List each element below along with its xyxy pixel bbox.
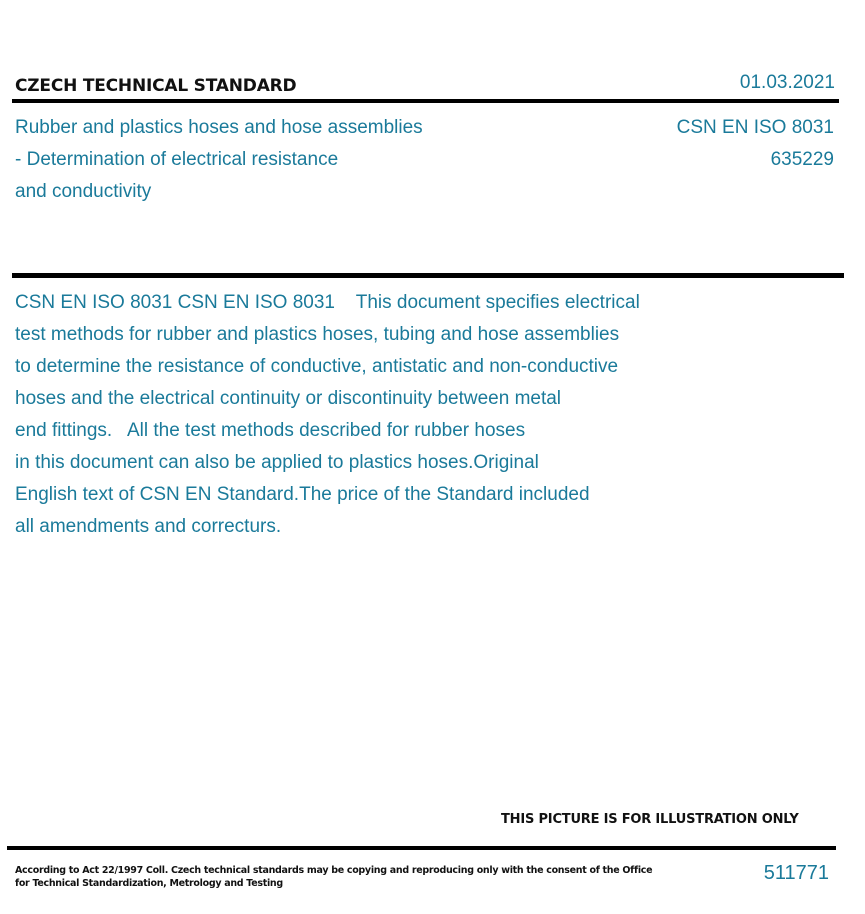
footer-divider — [7, 846, 836, 850]
catalog-number: 635229 — [770, 149, 834, 170]
standard-type-label: CZECH TECHNICAL STANDARD — [15, 76, 297, 96]
abstract-line: end fittings. All the test methods described for rubber hoses — [15, 420, 526, 441]
abstract-line: English text of CSN EN Standard.The price of the Standard included — [15, 484, 590, 505]
illustration-disclaimer: THIS PICTURE IS FOR ILLUSTRATION ONLY — [501, 812, 799, 827]
header-divider — [12, 99, 839, 103]
abstract-line: CSN EN ISO 8031 CSN EN ISO 8031 This document specifies electrical — [15, 292, 640, 313]
abstract-line: to determine the resistance of conductive, antistatic and non-conductive — [15, 356, 619, 377]
document-number: 511771 — [763, 862, 829, 884]
title-line-2: - Determination of electrical resistance — [15, 149, 339, 170]
abstract-line: in this document can also be applied to plastics hoses.Original — [15, 452, 539, 473]
legal-notice-line-1: According to Act 22/1997 Coll. Czech technical standards may be copying and reproducing only with the consent of the Office — [15, 865, 653, 876]
title-line-1: Rubber and plastics hoses and hose assemblies — [15, 117, 423, 138]
publication-date: 01.03.2021 — [739, 72, 835, 93]
abstract-line: hoses and the electrical continuity or discontinuity between metal — [15, 388, 562, 409]
legal-notice-line-2: for Technical Standardization, Metrology and Testing — [15, 878, 283, 889]
title-divider — [12, 273, 844, 278]
abstract-line: test methods for rubber and plastics hoses, tubing and hose assemblies — [15, 324, 620, 345]
standard-code: CSN EN ISO 8031 — [676, 117, 834, 138]
abstract-line: all amendments and correcturs. — [15, 516, 282, 537]
title-line-3: and conductivity — [15, 181, 152, 202]
